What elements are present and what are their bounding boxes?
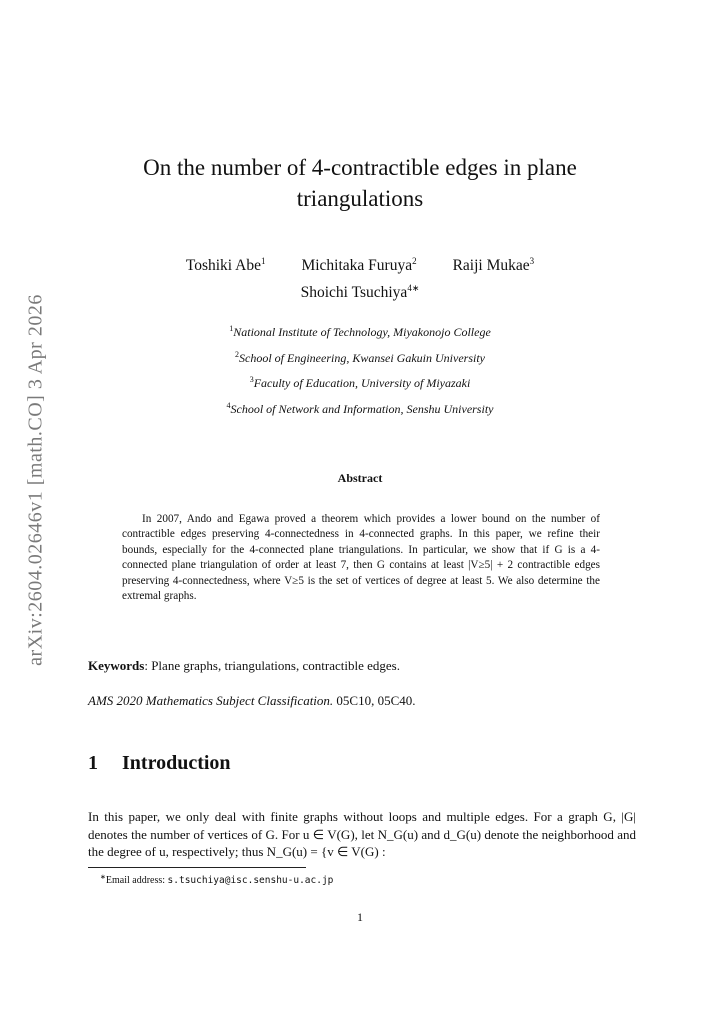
abstract-heading: Abstract: [337, 471, 383, 485]
affiliation: [110, 318, 610, 344]
affiliation-mark: 3: [249, 375, 254, 384]
abstract-body: In 2007, Ando and Egawa proved a theorem which provides a lower bound on the number of contractible edges preserving 4-connectedness in 4-connected graphs. In this paper, we refine their bounds, especially for the 4-connected plane triangulations. In particular, we show that if G is a 4-connected plane triangulation of order at least 7, then G contains at least |V≥5| + 2 contractible edges preserving 4-connectedness, where V≥5 is the set of vertices of degree at least 5. We also determine the extremal graphs.: [122, 513, 600, 603]
affiliation-mark: 4: [226, 400, 231, 410]
affiliation-text: National Institute of Technology, Miyakonojo College: [233, 325, 491, 339]
arxiv-sidebar-stamp: arXiv:2604.02646v1 [math.CO] 3 Apr 2026: [24, 294, 47, 666]
affiliation-mark: 1: [229, 324, 234, 333]
ams-label: AMS 2020 Mathematics Subject Classification.: [88, 693, 334, 708]
author: [186, 250, 266, 277]
author-name: Shoichi Tsuchiya: [300, 284, 408, 301]
footnote-rule: [88, 867, 306, 868]
author-mark: 3: [529, 256, 535, 266]
section-heading: [88, 752, 231, 775]
affiliation-mark: 2: [235, 349, 240, 359]
keywords-label: Keywords: [88, 658, 145, 673]
ams-codes: 05C10, 05C40.: [333, 693, 416, 708]
author: [453, 250, 535, 277]
author-name: Raiji Mukae: [452, 257, 530, 274]
paper-title: On the number of 4-contractible edges in plane triangulations: [143, 155, 577, 211]
affiliation-list: [110, 318, 610, 420]
affiliation-text: School of Engineering, Kwansei Gakuin University: [239, 350, 485, 365]
author-mark: 2: [412, 256, 417, 266]
intro-paragraph: In this paper, we only deal with finite graphs without loops and multiple edges. For a graph G, |G| denotes the number of vertices of G. For u ∈ V(G), let N_G(u) and d_G(u) denote the neighborhood and the degree of u, respectively; thus N_G(u) = {v ∈ V(G) :: [88, 809, 636, 859]
affiliation: [110, 369, 610, 395]
author-mark: 4∗: [407, 283, 420, 293]
affiliation: [110, 344, 610, 370]
footnote-email: s.tsuchiya@isc.senshu-u.ac.jp: [167, 875, 334, 886]
author-list: [110, 250, 610, 304]
section-number: 1: [88, 752, 98, 774]
affiliation-text: School of Network and Information, Senshu University: [230, 401, 494, 416]
author: [301, 250, 416, 277]
page-number: 1: [357, 910, 363, 924]
author-mark: 1: [260, 256, 266, 266]
section-title: Introduction: [122, 752, 231, 774]
keywords-text: : Plane graphs, triangulations, contractible edges.: [144, 658, 400, 673]
affiliation: [110, 395, 610, 421]
author: [301, 277, 420, 304]
ams-classification: [88, 693, 636, 709]
footnote-mark: ∗: [100, 873, 106, 881]
author-name: Michitaka Furuya: [301, 257, 413, 274]
footnote-label: Email address:: [105, 875, 168, 886]
footnote: [100, 873, 333, 886]
affiliation-text: Faculty of Education, University of Miyazaki: [253, 376, 471, 390]
author-name: Toshiki Abe: [185, 257, 261, 274]
keywords-line: [88, 658, 636, 674]
